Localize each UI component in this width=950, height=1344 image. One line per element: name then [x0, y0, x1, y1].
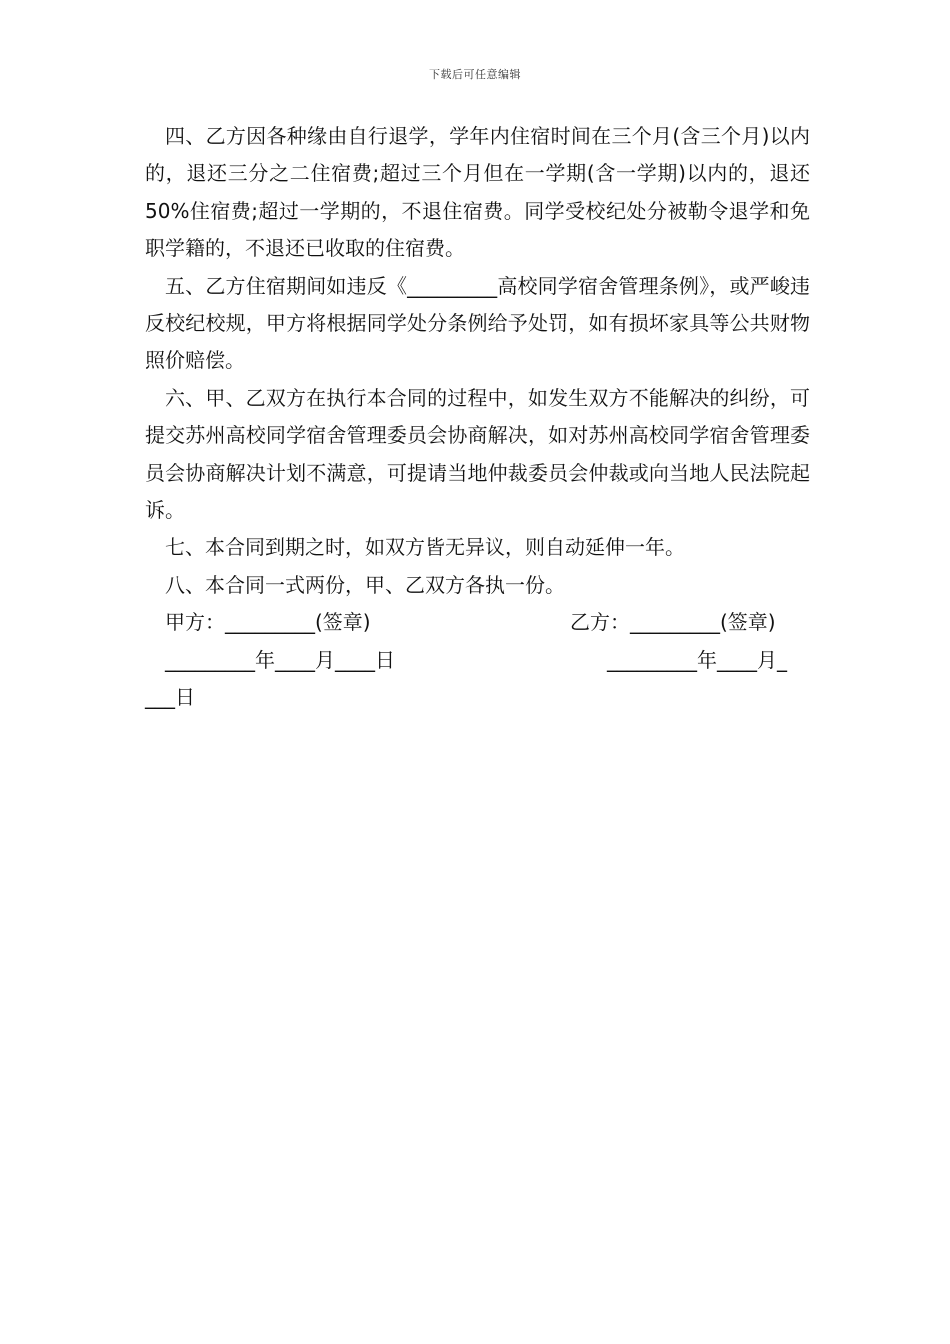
party-b-date: _________年____月_ [607, 647, 787, 672]
clause-four: 四、乙方因各种缘由自行退学，学年内住宿时间在三个月(含三个月)以内的，退还三分之二住宿费;超过三个月但在一学期(含一学期)以内的，退还50%住宿费;超过一学期的，不退住宿费。同学受校纪处分被勒令退学和免职学籍的，不退还已收取的住宿费。 [145, 124, 810, 261]
clause-eight: 八、本合同一式两份，甲、乙双方各执一份。 [165, 572, 565, 597]
party-b-signature: 乙方：_________(签章) [570, 610, 776, 635]
signature-row [145, 604, 810, 641]
party-a-date: _________年____月____日 [165, 647, 395, 672]
party-b-date-tail: ___日 [145, 685, 195, 710]
document-body [145, 118, 810, 716]
clause-six: 六、甲、乙双方在执行本合同的过程中，如发生双方不能解决的纠纷，可提交苏州高校同学宿舍管理委员会协商解决，如对苏州高校同学宿舍管理委员会协商解决计划不满意，可提请当地仲裁委员会仲裁或向当地人民法院起诉。 [145, 385, 810, 523]
clause-seven: 七、本合同到期之时，如双方皆无异议，则自动延伸一年。 [165, 535, 685, 560]
page-header-note: 下载后可任意编辑 [429, 68, 521, 81]
clause-five: 五、乙方住宿期间如违反《_________高校同学宿舍管理条例》，或严峻违反校纪校规，甲方将根据同学处分条例给予处罚，如有损坏家具等公共财物照价赔偿。 [145, 273, 810, 373]
party-a-signature: 甲方：_________(签章) [165, 610, 371, 635]
date-row [145, 642, 810, 679]
